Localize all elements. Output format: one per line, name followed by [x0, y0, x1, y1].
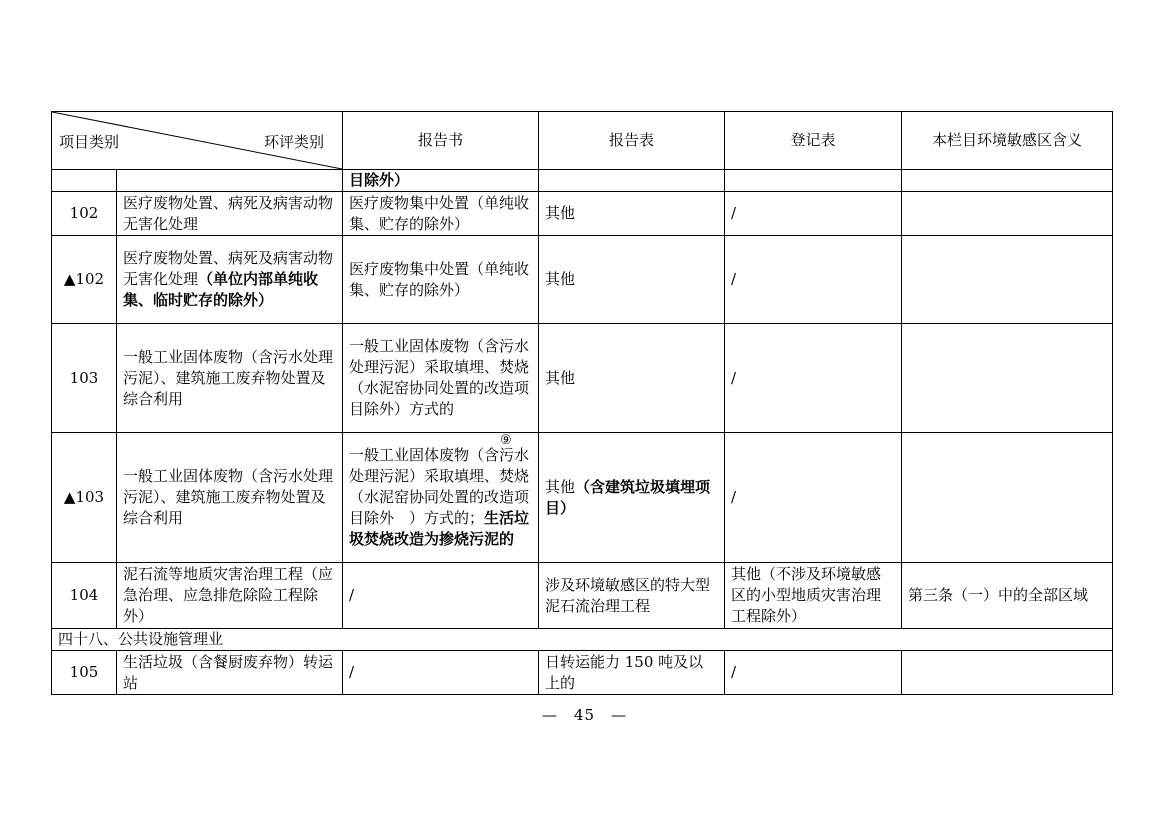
header-row [52, 112, 1113, 170]
section-row [52, 629, 1113, 651]
row-report-form: 其他 [539, 236, 725, 324]
row-name: 医疗废物处置、病死及病害动物无害化处理（单位内部单纯收集、临时贮存的除外） [117, 236, 343, 324]
page-number: — 45 — [541, 706, 628, 724]
header-report-book: 报告书 [343, 112, 539, 170]
row-report-form: 其他 [539, 324, 725, 433]
row-report-book: / [343, 651, 539, 695]
row-register: / [725, 433, 902, 563]
row-number: ▲102 [52, 236, 117, 324]
stamp-mark: ⑨ [500, 433, 512, 448]
section-title: 四十八、公共设施管理业 [52, 629, 1113, 651]
row-sensitive [902, 192, 1113, 236]
table-row [52, 651, 1113, 695]
row-register: / [725, 192, 902, 236]
row-name: 泥石流等地质灾害治理工程（应急治理、应急排危除险工程除外） [117, 563, 343, 629]
eia-classification-table [51, 111, 1113, 695]
table-row [52, 563, 1113, 629]
row-register: / [725, 651, 902, 695]
row-number: 104 [52, 563, 117, 629]
row-report-form: 涉及环境敏感区的特大型泥石流治理工程 [539, 563, 725, 629]
row-report-book: 一般工业固体废物（含污水处理污泥）采取填埋、焚烧（水泥窑协同处置的改造项目除外）方式的 [343, 324, 539, 433]
row-name: 一般工业固体废物（含污水处理污泥）、建筑施工废弃物处置及综合利用 [117, 433, 343, 563]
row-report-book: 医疗废物集中处置（单纯收集、贮存的除外） [343, 192, 539, 236]
table-row [52, 324, 1113, 433]
table-row [52, 192, 1113, 236]
table-row [52, 433, 1113, 563]
row-report-form: 日转运能力 150 吨及以上的 [539, 651, 725, 695]
row-sensitive [902, 236, 1113, 324]
header-sensitive-area: 本栏目环境敏感区含义 [902, 112, 1113, 170]
table-row [52, 236, 1113, 324]
row-report-book: 医疗废物集中处置（单纯收集、贮存的除外） [343, 236, 539, 324]
row-sensitive [902, 324, 1113, 433]
row-number: 103 [52, 324, 117, 433]
table-row [52, 170, 1113, 192]
row-report-form: 其他 [539, 192, 725, 236]
row-register: 其他（不涉及环境敏感区的小型地质灾害治理工程除外） [725, 563, 902, 629]
row-number: 102 [52, 192, 117, 236]
row-sensitive [902, 433, 1113, 563]
row-name: 一般工业固体废物（含污水处理污泥）、建筑施工废弃物处置及综合利用 [117, 324, 343, 433]
header-diagonal-cell [52, 112, 343, 170]
row-report-form: 其他（含建筑垃圾填埋项目） [539, 433, 725, 563]
cont-report-book: 目除外） [343, 170, 539, 192]
row-name: 医疗废物处置、病死及病害动物无害化处理 [117, 192, 343, 236]
header-report-form: 报告表 [539, 112, 725, 170]
row-number: ▲103 [52, 433, 117, 563]
row-register: / [725, 324, 902, 433]
header-project-category: 项目类别 [59, 133, 120, 151]
row-sensitive: 第三条（一）中的全部区域 [902, 563, 1113, 629]
header-register: 登记表 [725, 112, 902, 170]
header-eia-category: 环评类别 [263, 133, 324, 151]
row-name: 生活垃圾（含餐厨废弃物）转运站 [117, 651, 343, 695]
row-report-book: 一般工业固体废物（含污水处理污泥）采取填埋、焚烧（水泥窑协同处置的改造项目除外 ）方式的；生活垃圾焚烧改造为掺烧污泥的 [343, 433, 539, 563]
row-number: 105 [52, 651, 117, 695]
row-sensitive [902, 651, 1113, 695]
row-report-book: / [343, 563, 539, 629]
row-register: / [725, 236, 902, 324]
